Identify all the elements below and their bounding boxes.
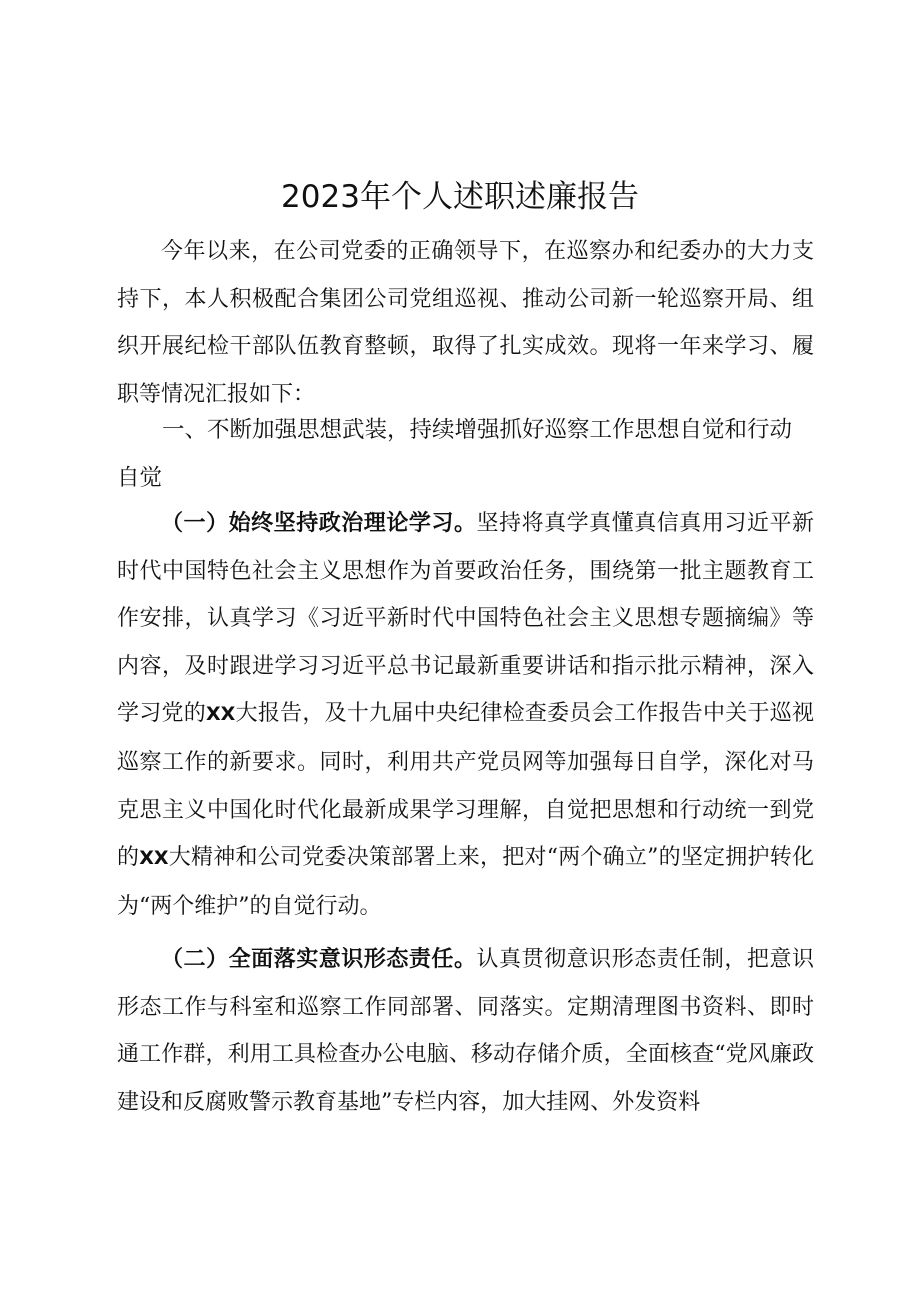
subsection-1-paragraph	[117, 500, 814, 930]
subsection-2-text: 认真贯彻意识形态责任制，把意识形态工作与科室和巡察工作同部署、同落实。定期清理图书资料、即时通工作群，利用工具检查办公电脑、移动存储介质，全面核查“党风廉政建设和反腐败警示教育基地”专栏内容，加大挂网、外发资料	[117, 947, 814, 1115]
placeholder-xx-2: XX	[139, 847, 169, 870]
subsection-1-text-c: 大精神和公司党委决策部署上来，把对“两个确立”的坚定拥护转化为“两个维护”的自觉行动。	[117, 845, 814, 919]
section-heading: 一、不断加强思想武装，持续增强抓好巡察工作思想自觉和行动自觉	[117, 417, 793, 491]
subsection-1-text-a: 坚持将真学真懂真信真用习近平新时代中国特色社会主义思想作为首要政治任务，围绕第一批主题教育工作安排，认真学习《习近平新时代中国特色社会主义思想专题摘编》等内容，及时跟进学习习近平总书记最新重要讲话和指示批示精神，深入学习党的	[117, 511, 814, 727]
placeholder-xx-1: XX	[206, 703, 236, 726]
subsection-2-paragraph	[117, 936, 814, 1126]
document-title: 2023年个人述职述廉报告	[281, 179, 639, 215]
subsection-1-text-b: 大报告，及十九届中央纪律检查委员会工作报告中关于巡视巡察工作的新要求。同时，利用共产党员网等加强每日自学，深化对马克思主义中国化时代化最新成果学习理解，自觉把思想和行动统一到党的	[117, 701, 814, 871]
subsection-1-lead: （一）始终坚持政治理论学习。	[161, 511, 477, 536]
subsection-2-lead: （二）全面落实意识形态责任。	[161, 947, 477, 972]
intro-paragraph: 今年以来，在公司党委的正确领导下，在巡察办和纪委办的大力支持下，本人积极配合集团公司党组巡视、推动公司新一轮巡察开局、组织开展纪检干部队伍教育整顿，取得了扎实成效。现将一年来学习、履职等情况汇报如下：	[117, 239, 814, 407]
